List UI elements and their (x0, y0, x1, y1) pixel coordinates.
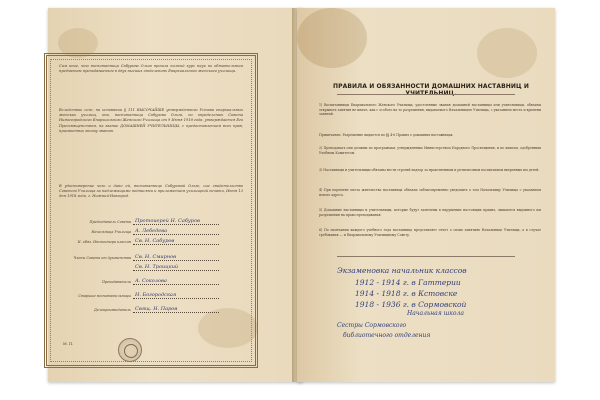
rules-title: ПРАВИЛА И ОБЯЗАННОСТИ ДОМАШНИХ НАСТАВНИЦ И УЧИТЕЛЬНИЦ. (333, 83, 529, 97)
handwritten-note: 1914 - 1918 г. в Кстовске (355, 289, 458, 298)
rules-paragraph: 4) При перемене места жительства наставница обязана заблаговременно уведомить о том Начальницу Училища с указанием нового адреса. (319, 188, 541, 197)
handwritten-signature: Св. Н. Троицкий (135, 264, 179, 270)
certificate-attestation: В удостоверение чего и дано ей, воспитаннице Сабуровой Ольге, сие свидетельство Советом Училища за надлежащими подписями и приложением училищной печати, Июня 13 дня 1918 года, г. Нижний-Новгород. (59, 184, 243, 199)
handwritten-signature: А. Лебедева (135, 228, 168, 234)
certificate-intro: Сим иное, что воспитанница Сабурова Ольга прошла полный курс наук по обязательным предметам преподаваемым в двух высших отделениях Епархиального женского училища. (59, 64, 243, 74)
handwritten-signature: Протоиерей Н. Сабуров (135, 218, 200, 224)
handwritten-note: 1918 - 1936 г. в Сормовской (355, 300, 467, 309)
handwritten-signature: А. Соколова (135, 278, 167, 284)
signature-row: Старшие воспитательницы Н. Богородская (61, 292, 239, 301)
handwritten-signature: Н. Богородская (135, 292, 177, 298)
handwritten-signature: Св. Н. Смирнов (135, 254, 177, 260)
rules-paragraph: 3) Наставницы и учительницы обязаны вести строгий надзор за нравственным и религиозным воспитанием вверенных им детей. (319, 168, 540, 172)
handwritten-note: библиотечного отделения (343, 332, 431, 339)
signature-row: Преподаватели А. Соколова (61, 278, 239, 287)
handwritten-signature: Св. Н. Сабуров (135, 238, 175, 244)
seal-label: М. П. (63, 342, 74, 346)
rules-note: Примечание. Разрешение выдается по §§ 4-6 Правил о домашних наставницах. (319, 133, 454, 137)
rules-paragraph: 1) Воспитанницы Епархиального Женского Училища, удостоенные звания домашней наставницы или учительницы, обязаны открывать занятия не иначе, как с особого на то разрешения, выдаваемого Начальницею Училища, с указанием места и времени занятий. (319, 103, 541, 117)
water-stain (297, 8, 367, 68)
handwritten-note: Сестры Сормовского (337, 322, 407, 329)
signature-row: Члены Совета от духовенства Св. Н. Смирнов (61, 254, 239, 263)
rules-page (297, 8, 555, 382)
rules-paragraph: 5) Домашние наставницы и учительницы, которые будут замечены в нарушении настоящих правил, лишаются выданного им разрешения на право преподавания. (319, 208, 541, 217)
handwritten-note: Начальная школа (407, 310, 464, 317)
rules-paragraph: 6) По окончании каждого учебного года наставница представляет отчет о своих занятиях Начальнице Училища, а в случае требования — и Епархиальному Училищному Совету. (319, 228, 541, 237)
official-seal (118, 338, 142, 362)
signature-row: Начальница Училища А. Лебедева (61, 228, 239, 237)
handwritten-note: 1912 - 1914 г. в Гаттерии (355, 278, 461, 287)
certificate-body: Вследствие сего, на основании § 111 ВЫСОЧАЙШЕ утвержденного Устава епархиальных женских училищ, она, воспитанница Сабурова Ольга, по определению Совета Нижегородского Епархиального Женского Училища от 9 Июня 1918 года, утверждается Его Преосвященством, на звание ДОМАШНЕЙ УЧИТЕЛЬНИЦЫ, с предоставлением всех прав, присвоенных этому званию. (59, 108, 243, 133)
handwritten-signature: Свящ. Н. Паров (135, 306, 178, 312)
signature-row: И. обяз. Инспектора классов Св. Н. Сабуров (61, 238, 239, 247)
signature-row: Делопроизводитель Свящ. Н. Паров (61, 306, 239, 315)
handwritten-note: Экзаменовка начальник классов (337, 266, 467, 275)
ornamental-border (44, 53, 258, 368)
water-stain (477, 28, 537, 78)
rules-paragraph: 2) Преподавать они должны по программам, утвержденным Министерством Народного Просвещения, и по книгам, одобренным Учебным Комитетом. (319, 146, 541, 155)
signature-row: Председатель Совета Протоиерей Н. Сабуров (61, 218, 239, 227)
signature-row (61, 264, 239, 273)
